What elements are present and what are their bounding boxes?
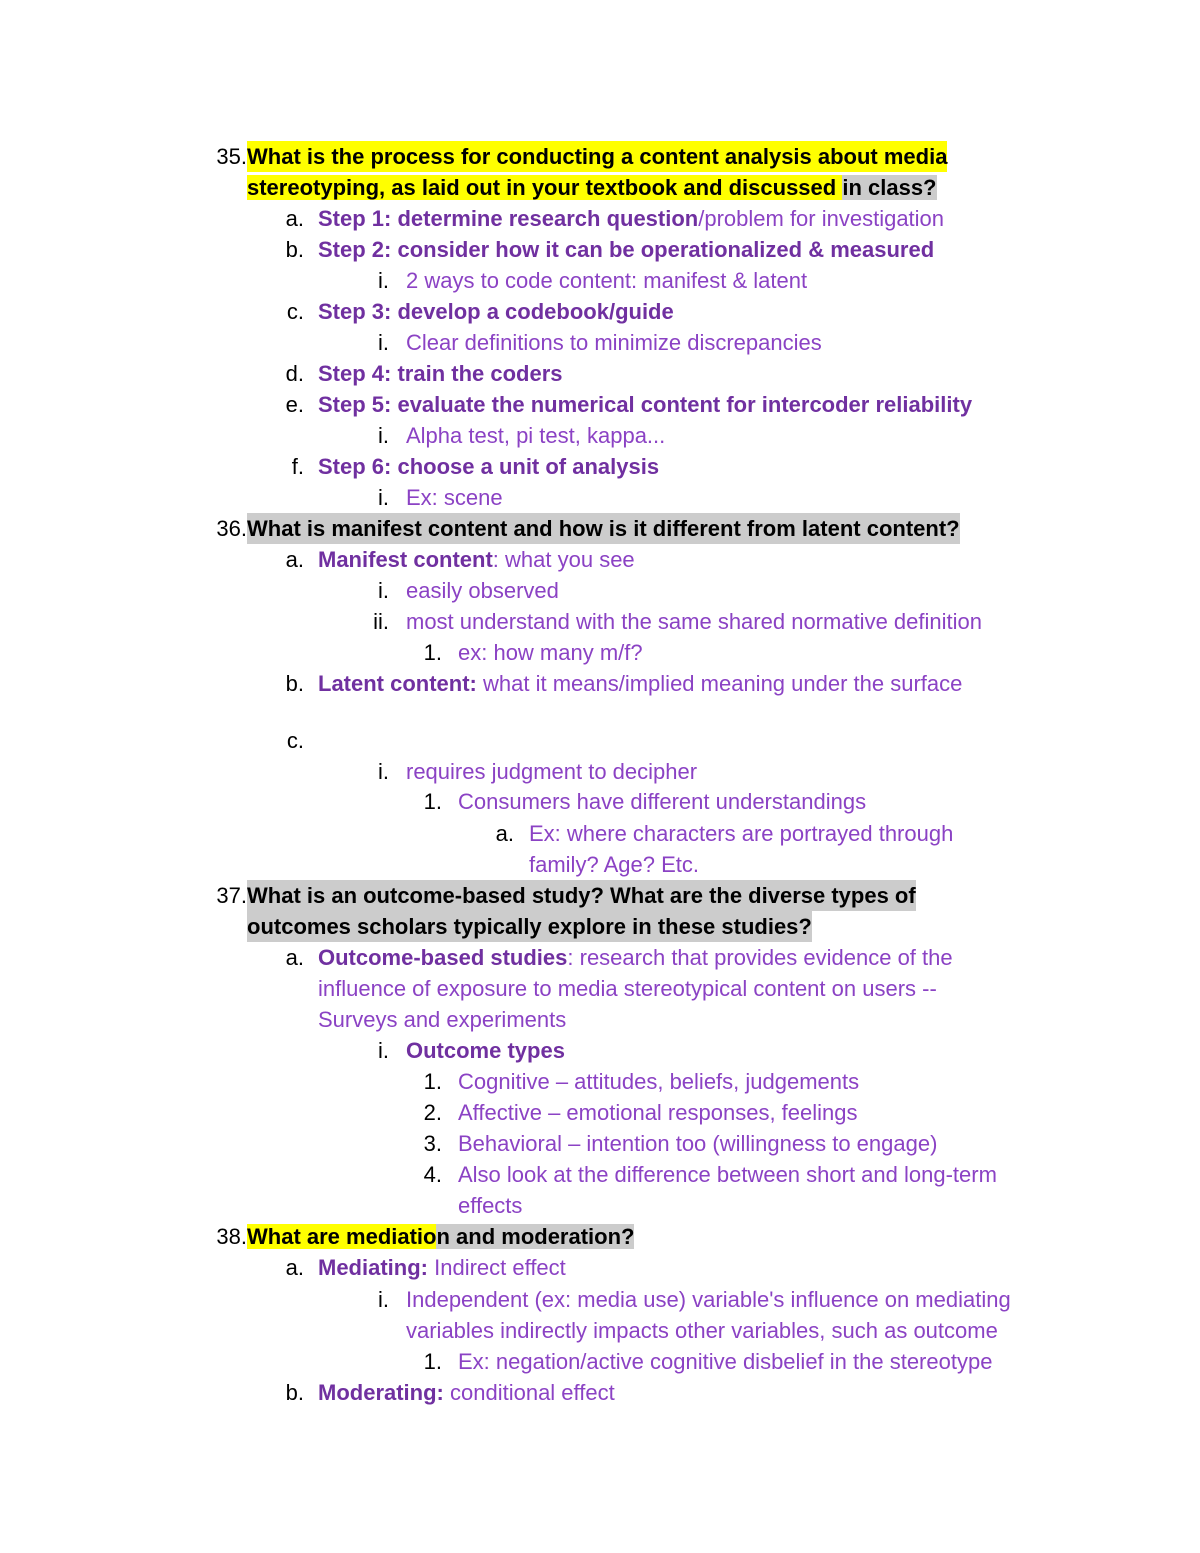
list-text: Ex: negation/active cognitive disbelief in the stereotype — [458, 1349, 993, 1374]
list-marker: b. — [285, 237, 304, 262]
question-text: What is an outcome-based study? What are the diverse types of — [247, 880, 916, 911]
step-title: Step 3: develop a codebook/guide — [318, 299, 674, 324]
list-marker: a. — [285, 206, 304, 231]
list-marker: i. — [378, 485, 389, 510]
term: Outcome types — [406, 1038, 565, 1063]
list-text: most understand with the same shared normative definition — [406, 609, 982, 634]
list-text: variables indirectly impacts other variables, such as outcome — [406, 1318, 998, 1343]
list-marker: i. — [378, 423, 389, 448]
question-text-gray: n and moderation? — [436, 1224, 635, 1249]
list-marker: a. — [495, 821, 514, 846]
list-marker: i. — [378, 578, 389, 603]
question-text: What is manifest content and how is it different from latent content? — [247, 513, 960, 544]
question-text: outcomes scholars typically explore in these studies? — [247, 911, 812, 942]
list-text: Clear definitions to minimize discrepancies — [406, 330, 822, 355]
list-text: effects — [458, 1193, 523, 1218]
list-text: Surveys and experiments — [318, 1007, 567, 1032]
list-marker: ii. — [373, 609, 389, 634]
list-marker: b. — [285, 671, 304, 696]
list-text: Ex: where characters are portrayed through — [529, 821, 954, 846]
list-marker: 3. — [423, 1131, 442, 1156]
question-text-gray: in class? — [842, 175, 937, 200]
question-text: What is the process for conducting a content analysis about media — [247, 141, 947, 172]
list-marker: 2. — [423, 1100, 442, 1125]
list-text: Behavioral – intention too (willingness to engage) — [458, 1131, 938, 1156]
list-marker: 1. — [423, 640, 442, 665]
list-marker: 1. — [423, 1069, 442, 1094]
list-marker: i. — [378, 268, 389, 293]
question-number: 35. — [216, 144, 247, 169]
list-marker: a. — [285, 945, 304, 970]
term: Manifest content — [318, 547, 493, 572]
list-text: family? Age? Etc. — [529, 852, 699, 877]
question-text: What are mediatio — [247, 1224, 437, 1249]
list-text: ex: how many m/f? — [458, 640, 643, 665]
list-marker: c. — [286, 728, 304, 753]
list-marker: b. — [285, 1380, 304, 1405]
definition: : what you see — [492, 547, 635, 572]
question-text: stereotyping, as laid out in your textbook and discussed — [247, 175, 843, 200]
list-text: Consumers have different understandings — [458, 789, 867, 814]
list-marker: 1. — [423, 1349, 442, 1374]
list-text: Independent (ex: media use) variable's influence on mediating — [406, 1287, 1011, 1312]
question-number: 38. — [216, 1224, 247, 1249]
list-marker: f. — [291, 454, 304, 479]
question-number: 36. — [216, 516, 247, 541]
definition: Indirect effect — [428, 1255, 566, 1280]
list-text: influence of exposure to media stereotypical content on users -- — [318, 976, 937, 1001]
question-number: 37. — [216, 883, 247, 908]
definition: : research that provides evidence of the — [567, 945, 953, 970]
term: Mediating: — [318, 1255, 428, 1280]
term: Outcome-based studies — [318, 945, 568, 970]
list-text: requires judgment to decipher — [406, 759, 698, 784]
list-text: 2 ways to code content: manifest & latent — [406, 268, 808, 293]
step-title: Step 1: determine research question — [318, 206, 699, 231]
list-marker: i. — [378, 330, 389, 355]
list-marker: i. — [378, 1038, 389, 1063]
list-text: Alpha test, pi test, kappa... — [406, 423, 666, 448]
definition: conditional effect — [443, 1380, 615, 1405]
list-marker: a. — [285, 1255, 304, 1280]
definition: what it means/implied meaning under the surface — [476, 671, 963, 696]
list-text: Cognitive – attitudes, beliefs, judgements — [458, 1069, 860, 1094]
list-marker: i. — [378, 759, 389, 784]
list-text: Affective – emotional responses, feelings — [458, 1100, 858, 1125]
list-text: easily observed — [406, 578, 559, 603]
list-text: Also look at the difference between short and long-term — [458, 1162, 997, 1187]
list-marker: 1. — [423, 789, 442, 814]
list-marker: c. — [286, 299, 304, 324]
step-title: Step 6: choose a unit of analysis — [318, 454, 660, 479]
step-text: /problem for investigation — [698, 206, 945, 231]
list-marker: i. — [378, 1287, 389, 1312]
step-title: Step 5: evaluate the numerical content for intercoder reliability — [318, 392, 973, 417]
list-marker: a. — [285, 547, 304, 572]
list-marker: d. — [285, 361, 304, 386]
term: Latent content: — [318, 671, 477, 696]
step-title: Step 4: train the coders — [318, 361, 563, 386]
step-title: Step 2: consider how it can be operationalized & measured — [318, 237, 935, 262]
list-marker: 4. — [423, 1162, 442, 1187]
term: Moderating: — [318, 1380, 444, 1405]
list-marker: e. — [285, 392, 304, 417]
list-text: Ex: scene — [406, 485, 503, 510]
